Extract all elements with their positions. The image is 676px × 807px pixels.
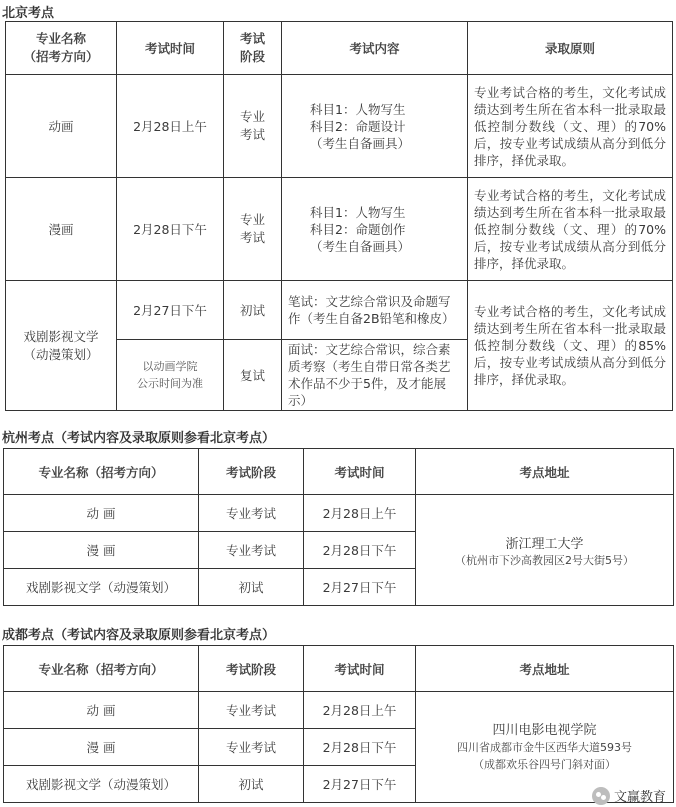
time-cell: 2月28日下午 xyxy=(117,178,224,281)
header-content: 考试内容 xyxy=(282,22,468,75)
address-line: （杭州市下沙高教园区2号大街5号） xyxy=(455,553,634,567)
time-cell: 2月27日下午 xyxy=(117,281,224,340)
major-cell: 动画 xyxy=(6,75,117,178)
table-row xyxy=(4,495,674,532)
time-cell: 2月27日下午 xyxy=(304,569,416,606)
wechat-icon xyxy=(592,787,610,805)
header-time: 考试时间 xyxy=(304,646,416,692)
header-major: 专业名称（招考方向） xyxy=(4,646,199,692)
header-stage: 考试阶段 xyxy=(199,449,304,495)
stage-cell: 初试 xyxy=(224,281,282,340)
stage-cell: 专业考试 xyxy=(199,532,304,569)
chengdu-section-title: 成都考点（考试内容及录取原则参看北京考点） xyxy=(2,628,276,643)
time-cell: 2月28日上午 xyxy=(304,495,416,532)
time-cell: 2月28日下午 xyxy=(304,729,416,766)
header-stage: 考试 阶段 xyxy=(224,22,282,75)
major-cell: 动 画 xyxy=(4,692,199,729)
time-cell: 2月28日上午 xyxy=(117,75,224,178)
address-name: 浙江理工大学 xyxy=(505,536,584,552)
table-row xyxy=(6,178,673,281)
major-cell: 戏剧影视文学 （动漫策划） xyxy=(6,281,117,411)
major-cell: 漫画 xyxy=(6,178,117,281)
table-header-row xyxy=(4,449,674,495)
rule-cell: 专业考试合格的考生，文化考试成绩达到考生所在省本科一批录取最低控制分数线（文、理）的85%后，按专业考试成绩从高分到低分排序，择优录取。 xyxy=(468,281,673,411)
header-rule: 录取原则 xyxy=(468,22,673,75)
time-cell: 2月28日下午 xyxy=(304,532,416,569)
header-stage: 考试阶段 xyxy=(199,646,304,692)
stage-cell: 专业考试 xyxy=(199,495,304,532)
address-name: 四川电影电视学院 xyxy=(492,722,597,738)
major-cell: 漫 画 xyxy=(4,729,199,766)
time-cell: 2月27日下午 xyxy=(304,766,416,803)
table-row xyxy=(6,281,673,340)
hangzhou-exam-table xyxy=(3,448,674,606)
stage-cell: 初试 xyxy=(199,766,304,803)
major-cell: 动 画 xyxy=(4,495,199,532)
time-cell: 2月28日上午 xyxy=(304,692,416,729)
table-row xyxy=(6,75,673,178)
watermark-text: 文赢教育 xyxy=(613,790,666,805)
beijing-exam-table xyxy=(5,21,673,411)
stage-cell: 复试 xyxy=(224,340,282,411)
rule-cell: 专业考试合格的考生，文化考试成绩达到考生所在省本科一批录取最低控制分数线（文、理）的70%后，按专业考试成绩从高分到低分排序，择优录取。 xyxy=(468,178,673,281)
time-cell: 以动画学院 公示时间为准 xyxy=(117,340,224,411)
table-header-row xyxy=(4,646,674,692)
header-major: 专业名称（招考方向） xyxy=(4,449,199,495)
header-time: 考试时间 xyxy=(117,22,224,75)
stage-cell: 专业考试 xyxy=(199,729,304,766)
header-address: 考点地址 xyxy=(416,449,674,495)
chengdu-exam-table xyxy=(3,645,674,803)
beijing-section-title: 北京考点 xyxy=(2,6,55,21)
stage-cell: 初试 xyxy=(199,569,304,606)
major-cell: 戏剧影视文学（动漫策划） xyxy=(4,569,199,606)
stage-cell: 专业考试 xyxy=(199,692,304,729)
rule-cell: 专业考试合格的考生，文化考试成绩达到考生所在省本科一批录取最低控制分数线（文、理）的70%后，按专业考试成绩从高分到低分排序，择优录取。 xyxy=(468,75,673,178)
hangzhou-section-title: 杭州考点（考试内容及录取原则参看北京考点） xyxy=(2,431,276,446)
content-cell: 面试：文艺综合常识，综合素质考察（考生自带日常各类艺术作品不少于5件，及才能展示） xyxy=(282,340,468,411)
content-cell: 科目1：人物写生 科目2：命题创作 （考生自备画具） xyxy=(282,178,468,281)
header-major: 专业名称 （招考方向） xyxy=(6,22,117,75)
table-header-row xyxy=(6,22,673,75)
content-cell: 笔试：文艺综合常识及命题写作（考生自备2B铅笔和橡皮） xyxy=(282,281,468,340)
major-cell: 漫 画 xyxy=(4,532,199,569)
header-address: 考点地址 xyxy=(416,646,674,692)
address-cell xyxy=(416,495,674,606)
address-line: （成都欢乐谷四号门斜对面） xyxy=(473,757,616,771)
major-cell: 戏剧影视文学（动漫策划） xyxy=(4,766,199,803)
watermark xyxy=(592,786,666,805)
stage-cell: 专业 考试 xyxy=(224,75,282,178)
stage-cell: 专业 考试 xyxy=(224,178,282,281)
address-line: 四川省成都市金牛区西华大道593号 xyxy=(457,740,632,754)
content-cell: 科目1：人物写生 科目2：命题设计 （考生自备画具） xyxy=(282,75,468,178)
header-time: 考试时间 xyxy=(304,449,416,495)
table-row xyxy=(4,692,674,729)
